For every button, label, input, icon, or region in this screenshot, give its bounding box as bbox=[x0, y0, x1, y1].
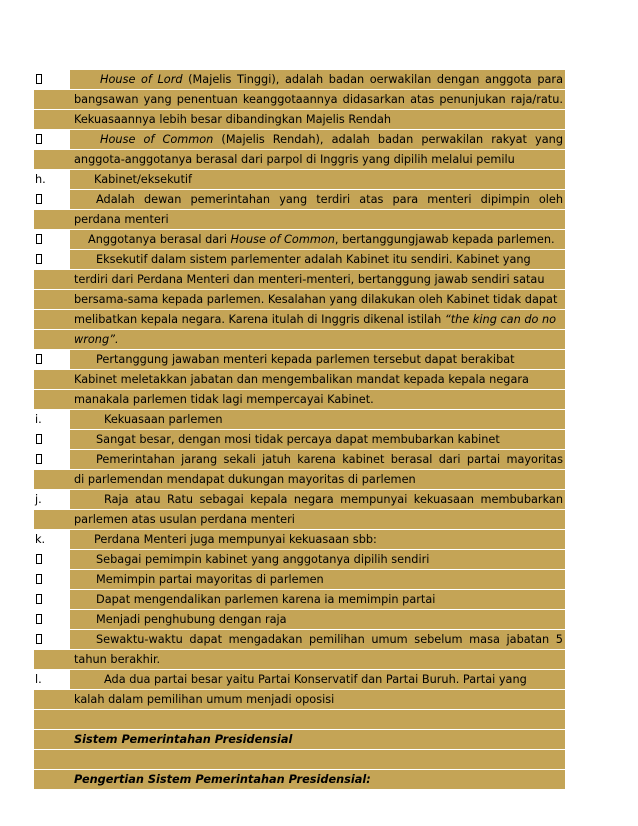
text-line bbox=[34, 670, 565, 690]
text-segment: melibatkan kepala negara. Karena itulah di Inggris dikenal istilah bbox=[74, 313, 445, 326]
text-line bbox=[34, 150, 565, 170]
bullet-marker bbox=[34, 190, 70, 209]
text-line bbox=[34, 470, 565, 490]
list-letter-label: h. bbox=[35, 173, 46, 186]
text-line bbox=[34, 770, 565, 790]
line-text bbox=[74, 310, 563, 329]
missing-glyph-icon bbox=[36, 134, 42, 144]
line-text bbox=[74, 330, 563, 349]
line-text bbox=[74, 210, 563, 229]
missing-glyph-icon bbox=[36, 234, 42, 244]
text-line bbox=[34, 190, 565, 210]
missing-glyph-icon bbox=[36, 194, 42, 204]
text-segment: , bertanggungjawab kepada parlemen. bbox=[334, 233, 555, 246]
text-line bbox=[34, 730, 565, 750]
bullet-marker bbox=[34, 590, 70, 609]
line-text bbox=[74, 170, 563, 189]
text-segment: parlemen atas usulan perdana menteri bbox=[74, 513, 295, 526]
text-line bbox=[34, 250, 565, 270]
line-text bbox=[74, 110, 563, 129]
missing-glyph-icon bbox=[36, 74, 42, 84]
list-letter bbox=[34, 530, 70, 549]
bullet-marker bbox=[34, 570, 70, 589]
text-line bbox=[34, 530, 565, 550]
text-segment: tahun berakhir. bbox=[74, 653, 161, 666]
text-line bbox=[34, 450, 565, 470]
text-segment: Menjadi penghubung dengan raja bbox=[96, 613, 287, 626]
text-line bbox=[34, 710, 565, 730]
text-segment: Perdana Menteri juga mempunyai kekuasaan sbb: bbox=[94, 533, 377, 546]
line-text bbox=[74, 90, 563, 109]
bullet-marker bbox=[34, 250, 70, 269]
text-segment: Memimpin partai mayoritas di parlemen bbox=[96, 573, 324, 586]
line-text bbox=[74, 190, 563, 209]
text-segment: bersama-sama kepada parlemen. Kesalahan yang dilakukan oleh Kabinet tidak dapat bbox=[74, 293, 558, 306]
line-text bbox=[74, 610, 563, 629]
line-text bbox=[74, 230, 563, 249]
bullet-marker bbox=[34, 230, 70, 249]
line-text bbox=[74, 350, 563, 369]
text-segment: Kabinet meletakkan jabatan dan mengembalikan mandat kepada kepala negara bbox=[74, 373, 529, 386]
missing-glyph-icon bbox=[36, 594, 42, 604]
text-segment: anggota-anggotanya berasal dari parpol di Inggris yang dipilih melalui pemilu bbox=[74, 153, 515, 166]
bullet-marker bbox=[34, 630, 70, 649]
missing-glyph-icon bbox=[36, 354, 42, 364]
text-line bbox=[34, 410, 565, 430]
list-letter-label: k. bbox=[35, 533, 46, 546]
text-line bbox=[34, 750, 565, 770]
line-text bbox=[74, 130, 563, 149]
text-line bbox=[34, 350, 565, 370]
line-text bbox=[74, 70, 563, 89]
text-segment: Sangat besar, dengan mosi tidak percaya dapat membubarkan kabinet bbox=[96, 433, 500, 446]
text-segment: House of Lord bbox=[100, 73, 183, 86]
text-line bbox=[34, 590, 565, 610]
bullet-marker bbox=[34, 350, 70, 369]
text-segment: Pertanggung jawaban menteri kepada parlemen tersebut dapat berakibat bbox=[96, 353, 515, 366]
text-segment: Sebagai pemimpin kabinet yang anggotanya dipilih sendiri bbox=[96, 553, 430, 566]
missing-glyph-icon bbox=[36, 614, 42, 624]
list-letter bbox=[34, 170, 70, 189]
bullet-marker bbox=[34, 550, 70, 569]
line-text bbox=[74, 470, 563, 489]
text-segment: manakala parlemen tidak lagi mempercayai Kabinet. bbox=[74, 393, 374, 406]
line-text bbox=[74, 530, 563, 549]
text-segment: Sewaktu-waktu dapat mengadakan pemilihan umum sebelum masa jabatan 5 bbox=[96, 633, 563, 646]
text-segment: bangsawan yang penentuan keanggotaannya didasarkan atas penunjukan raja/ratu. bbox=[74, 93, 563, 106]
line-text bbox=[74, 250, 563, 269]
text-line bbox=[34, 70, 565, 90]
text-segment: Kekuasaan parlemen bbox=[104, 413, 223, 426]
text-segment: (Majelis Tinggi), adalah badan oerwakilan dengan anggota para bbox=[182, 73, 563, 86]
text-line bbox=[34, 170, 565, 190]
text-line bbox=[34, 230, 565, 250]
bullet-marker bbox=[34, 450, 70, 469]
line-text bbox=[74, 150, 563, 169]
text-line bbox=[34, 310, 565, 330]
text-line bbox=[34, 690, 565, 710]
list-letter bbox=[34, 670, 70, 689]
text-segment: Pemerintahan jarang sekali jatuh karena kabinet berasal dari partai mayoritas bbox=[96, 453, 563, 466]
missing-glyph-icon bbox=[36, 254, 42, 264]
text-segment: House of Common bbox=[100, 133, 214, 146]
text-segment: House of Common bbox=[230, 233, 335, 246]
text-segment: Pengertian Sistem Pemerintahan Presidensial: bbox=[74, 773, 371, 786]
list-letter-label: j. bbox=[35, 493, 42, 506]
line-text bbox=[74, 550, 563, 569]
text-line bbox=[34, 210, 565, 230]
text-segment: kalah dalam pemilihan umum menjadi oposisi bbox=[74, 693, 335, 706]
text-segment: “the king can do no bbox=[444, 313, 557, 326]
text-line bbox=[34, 490, 565, 510]
missing-glyph-icon bbox=[36, 454, 42, 464]
missing-glyph-icon bbox=[36, 634, 42, 644]
text-line bbox=[34, 430, 565, 450]
line-text bbox=[74, 650, 563, 669]
line-text bbox=[74, 590, 563, 609]
text-line bbox=[34, 390, 565, 410]
text-line bbox=[34, 550, 565, 570]
line-text bbox=[74, 730, 563, 749]
text-line bbox=[34, 330, 565, 350]
list-letter-label: l. bbox=[35, 673, 42, 686]
missing-glyph-icon bbox=[36, 554, 42, 564]
line-text bbox=[74, 630, 563, 649]
line-text bbox=[74, 450, 563, 469]
text-segment: Ada dua partai besar yaitu Partai Konservatif dan Partai Buruh. Partai yang bbox=[104, 673, 527, 686]
text-line bbox=[34, 90, 565, 110]
text-segment: Adalah dewan pemerintahan yang terdiri atas para menteri dipimpin oleh bbox=[96, 193, 563, 206]
text-segment: Kabinet/eksekutif bbox=[94, 173, 193, 186]
line-text bbox=[74, 410, 563, 429]
list-letter-label: i. bbox=[35, 413, 42, 426]
text-line bbox=[34, 290, 565, 310]
text-line bbox=[34, 630, 565, 650]
bullet-marker bbox=[34, 130, 70, 149]
line-text bbox=[74, 770, 563, 789]
text-segment: di parlemendan mendapat dukungan mayoritas di parlemen bbox=[74, 473, 416, 486]
text-segment: Anggotanya berasal dari bbox=[88, 233, 231, 246]
text-line bbox=[34, 650, 565, 670]
line-text bbox=[74, 570, 563, 589]
text-segment: Sistem Pemerintahan Presidensial bbox=[74, 733, 293, 746]
line-text bbox=[74, 290, 563, 309]
list-letter bbox=[34, 490, 70, 509]
line-text bbox=[74, 390, 563, 409]
line-text bbox=[74, 490, 563, 509]
document-body bbox=[34, 70, 565, 790]
text-segment: Kekuasaannya lebih besar dibandingkan Majelis Rendah bbox=[74, 113, 392, 126]
text-segment: Dapat mengendalikan parlemen karena ia memimpin partai bbox=[96, 593, 436, 606]
text-line bbox=[34, 510, 565, 530]
text-line bbox=[34, 130, 565, 150]
line-text bbox=[74, 690, 563, 709]
bullet-marker bbox=[34, 70, 70, 89]
text-segment: perdana menteri bbox=[74, 213, 169, 226]
line-text bbox=[74, 510, 563, 529]
text-segment: Eksekutif dalam sistem parlementer adalah Kabinet itu sendiri. Kabinet yang bbox=[96, 253, 531, 266]
line-text bbox=[74, 370, 563, 389]
text-segment: (Majelis Rendah), adalah badan perwakilan rakyat yang bbox=[213, 133, 563, 146]
line-text bbox=[74, 430, 563, 449]
text-segment: wrong”. bbox=[74, 333, 119, 346]
list-letter bbox=[34, 410, 70, 429]
bullet-marker bbox=[34, 430, 70, 449]
line-text bbox=[74, 270, 563, 289]
text-line bbox=[34, 570, 565, 590]
text-segment: terdiri dari Perdana Menteri dan menteri-menteri, bertanggung jawab sendiri satau bbox=[74, 273, 545, 286]
missing-glyph-icon bbox=[36, 434, 42, 444]
missing-glyph-icon bbox=[36, 574, 42, 584]
text-line bbox=[34, 610, 565, 630]
bullet-marker bbox=[34, 610, 70, 629]
text-line bbox=[34, 370, 565, 390]
text-line bbox=[34, 110, 565, 130]
text-line bbox=[34, 270, 565, 290]
line-text bbox=[74, 670, 563, 689]
text-segment: Raja atau Ratu sebagai kepala negara mempunyai kekuasaan membubarkan bbox=[104, 493, 563, 506]
